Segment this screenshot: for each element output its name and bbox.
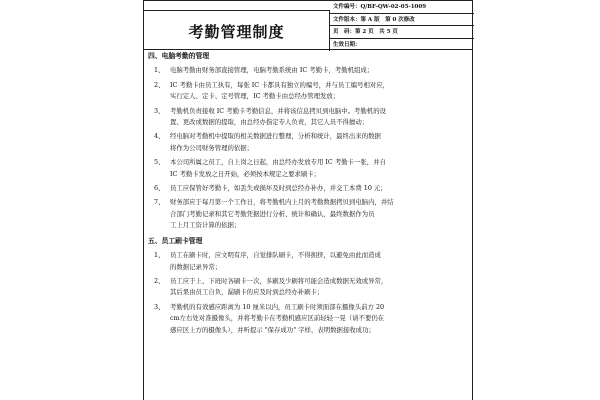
clause-number: 7、 <box>154 198 165 207</box>
effective-date: 生效日期： <box>333 41 361 48</box>
clause-number: 2、 <box>154 80 165 89</box>
clause-text <box>170 302 462 336</box>
clause-line: 实行定人、定卡、定号管理，IC 考勤卡由总经办管理发放； <box>170 92 340 101</box>
document-meta <box>330 1 474 51</box>
section-heading: 五、员工刷卡管理 <box>148 236 203 245</box>
clause-line: IC 考勤卡由员工执有，每张 IC 卡都具有独立的编号，并与员工编号相对应， <box>170 80 390 89</box>
clause-number: 1、 <box>154 66 165 75</box>
clause-line: 考勤机的有效感应距离为 10 厘米以内，员工刷卡时须面部在摄像头前方 20 <box>170 302 385 311</box>
clause-item <box>144 80 472 103</box>
clause-item <box>144 276 472 299</box>
clause-line: 财务部应于每月第一个工作日，将考勤机内上月的考勤数据拷贝到电脑内，并结 <box>170 198 394 207</box>
section-heading: 四、电脑考勤的管理 <box>148 52 210 60</box>
clause-line: IC 考勤卡发放之日开始，必须按本规定之要求刷卡； <box>170 169 321 178</box>
clause-line: 合部门考勤记录和其它考勤凭据进行分析、统计和确认，最终数据作为员 <box>170 209 375 218</box>
clause-text <box>170 80 462 103</box>
clause-number: 1、 <box>154 251 165 260</box>
clause-line: 本公司所属之员工，自上岗之日起，由总经办发放专用 IC 考勤卡一张，并自 <box>170 158 386 167</box>
clause-line: cm左右处对准摄像头，并将考勤卡在考勤机感应区前轻轻一晃（请不要仍在 <box>170 314 385 323</box>
clause-text <box>170 276 462 299</box>
doc-number: 文件编号：Q/BF-QW-02-05-1009 <box>330 1 474 14</box>
clause-line: 工上月工资计算的依据； <box>170 221 241 230</box>
clause-line: 电脑考勤由财务部直接管理，电脑考勤系统由 IC 考勤卡，考勤机组成； <box>170 66 374 75</box>
document-page <box>143 0 473 400</box>
clause-line: 的数据记录异常； <box>170 262 222 271</box>
clause-line: 置、更改或数据的提取，由总经办指定专人负责，其它人员不得擅动； <box>170 118 369 127</box>
clause-line: 员工在刷卡时，应文明有序，自觉排队刷卡，不得拥挤，以避免由此而造成 <box>170 251 381 260</box>
clause-item <box>144 197 472 231</box>
clause-line: 将作为公司财务管理的依据； <box>170 143 254 152</box>
clause-number: 4、 <box>154 132 165 141</box>
clause-number: 3、 <box>154 106 165 115</box>
clause-line: 考勤机负责接收 IC 考勤卡考勤信息，并将该信息拷贝到电脑中。考勤机的设 <box>170 106 386 115</box>
document-body <box>143 50 473 400</box>
document-title: 考勤管理制度 <box>144 11 330 51</box>
clause-text <box>170 157 462 180</box>
clause-text <box>170 250 462 273</box>
clause-item <box>144 302 472 336</box>
clause-text <box>170 65 462 76</box>
doc-version: 文件版本：第 A 版 第 0 次修改 <box>330 14 474 27</box>
clause-item <box>144 65 472 76</box>
clause-number: 6、 <box>154 184 165 193</box>
clause-text <box>170 197 462 231</box>
clause-line: 员工应于上、下班时各刷卡一次，多刷及少刷将可能会造成数据无效或异常， <box>170 276 388 285</box>
clause-item <box>144 183 472 194</box>
clause-number: 5、 <box>154 158 165 167</box>
clause-item <box>144 106 472 129</box>
clause-line: 感应区上方的摄像头），并听提示 "保存成功" 字样，表明数据接收成功； <box>170 325 375 334</box>
clause-number: 2、 <box>154 276 165 285</box>
clause-line: 经电脑对考勤机中提取的相关数据进行整理，分析和统计，最终出来的数据 <box>170 132 381 141</box>
clause-item <box>144 250 472 273</box>
document-header-table <box>143 0 473 50</box>
clause-item <box>144 131 472 154</box>
clause-number: 3、 <box>154 302 165 311</box>
clause-line: 其后果由员工自负，漏刷卡的应及时到总经办补刷卡； <box>170 288 324 297</box>
clause-text <box>170 131 462 154</box>
clause-text <box>170 106 462 129</box>
clause-text <box>170 183 462 194</box>
header-blank-cell <box>144 1 330 11</box>
clause-line: 员工应保管好考勤卡，如丢失或损坏及时到总经办补办，并交工本费 10 元； <box>170 184 387 193</box>
page-count: 页 码：第 2 页 共 5 页 <box>330 26 474 39</box>
clause-item <box>144 157 472 180</box>
